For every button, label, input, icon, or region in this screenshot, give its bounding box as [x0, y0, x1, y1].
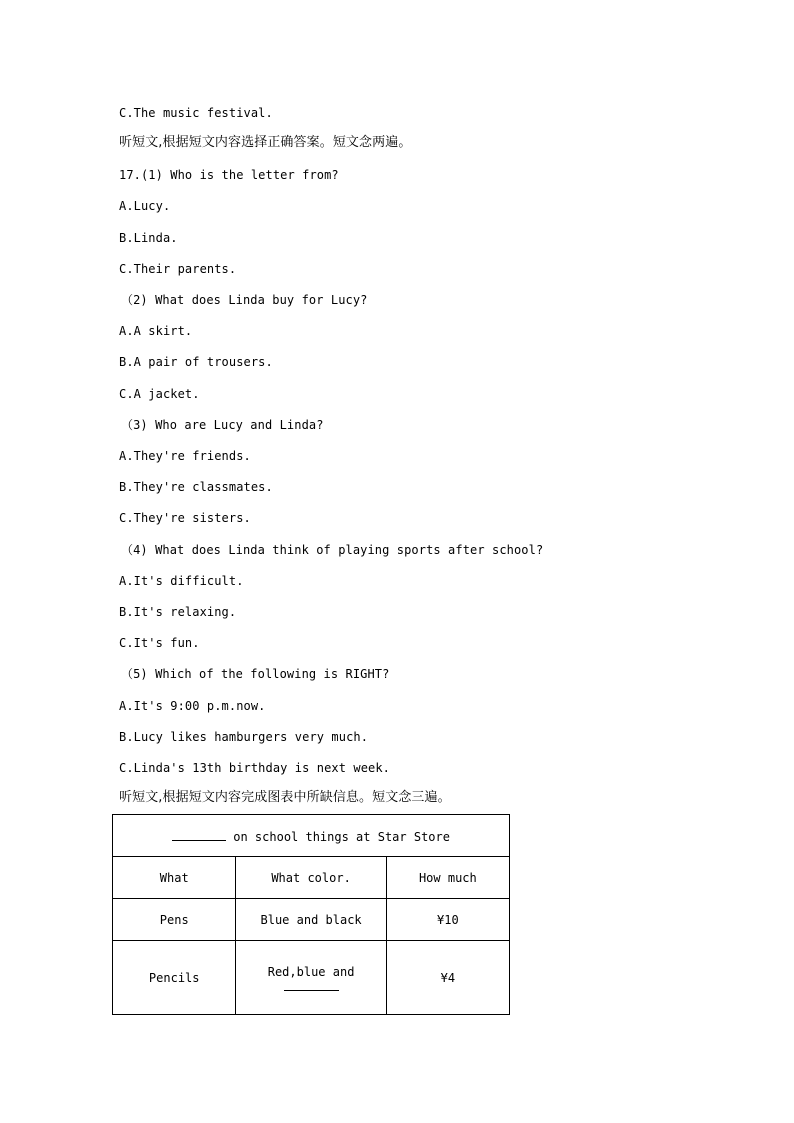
header-what: What — [113, 857, 236, 899]
question-3: （3) Who are Lucy and Linda? — [121, 418, 324, 432]
answer-blank[interactable] — [172, 828, 226, 841]
option-line: C.Their parents. — [119, 262, 237, 276]
table-title-row — [113, 815, 510, 857]
option-line: C.Linda's 13th birthday is next week. — [119, 761, 391, 775]
table-header-row — [113, 857, 510, 899]
cell-what: Pencils — [113, 941, 236, 1015]
cell-color: Blue and black — [236, 899, 386, 941]
question-17-1: 17.(1) Who is the letter from? — [119, 168, 339, 182]
option-line: A.They're friends. — [119, 449, 251, 463]
table-title-cell — [113, 815, 510, 857]
section-instruction: 听短文,根据短文内容完成图表中所缺信息。短文念三遍。 — [119, 790, 451, 805]
option-line: C.It's fun. — [119, 636, 200, 650]
option-line: B.Linda. — [119, 231, 178, 245]
table-row — [113, 941, 510, 1015]
answer-blank[interactable] — [284, 989, 339, 991]
question-5: （5) Which of the following is RIGHT? — [121, 667, 390, 681]
option-line: C.A jacket. — [119, 387, 200, 401]
cell-color-with-blank — [236, 941, 386, 1015]
cell-what: Pens — [113, 899, 236, 941]
cell-color: Red,blue and — [267, 964, 355, 979]
option-line: A.It's 9:00 p.m.now. — [119, 699, 266, 713]
header-price: How much — [386, 857, 509, 899]
option-line: A.A skirt. — [119, 324, 193, 338]
option-line: B.They're classmates. — [119, 480, 273, 494]
option-line: B.A pair of trousers. — [119, 355, 273, 369]
option-line: C.They're sisters. — [119, 511, 251, 525]
option-line: B.It's relaxing. — [119, 605, 237, 619]
cell-price: ¥4 — [386, 941, 509, 1015]
cell-price: ¥10 — [386, 899, 509, 941]
header-color: What color. — [236, 857, 386, 899]
table-row — [113, 899, 510, 941]
option-line: A.It's difficult. — [119, 574, 244, 588]
option-line: C.The music festival. — [119, 106, 273, 120]
question-2: （2) What does Linda buy for Lucy? — [121, 293, 368, 307]
section-instruction: 听短文,根据短文内容选择正确答案。短文念两遍。 — [119, 135, 412, 150]
option-line: B.Lucy likes hamburgers very much. — [119, 730, 369, 744]
info-table — [112, 814, 510, 1015]
question-4: （4) What does Linda think of playing sports after school? — [121, 543, 544, 557]
option-line: A.Lucy. — [119, 199, 171, 213]
table-title-text: on school things at Star Store — [226, 829, 450, 844]
